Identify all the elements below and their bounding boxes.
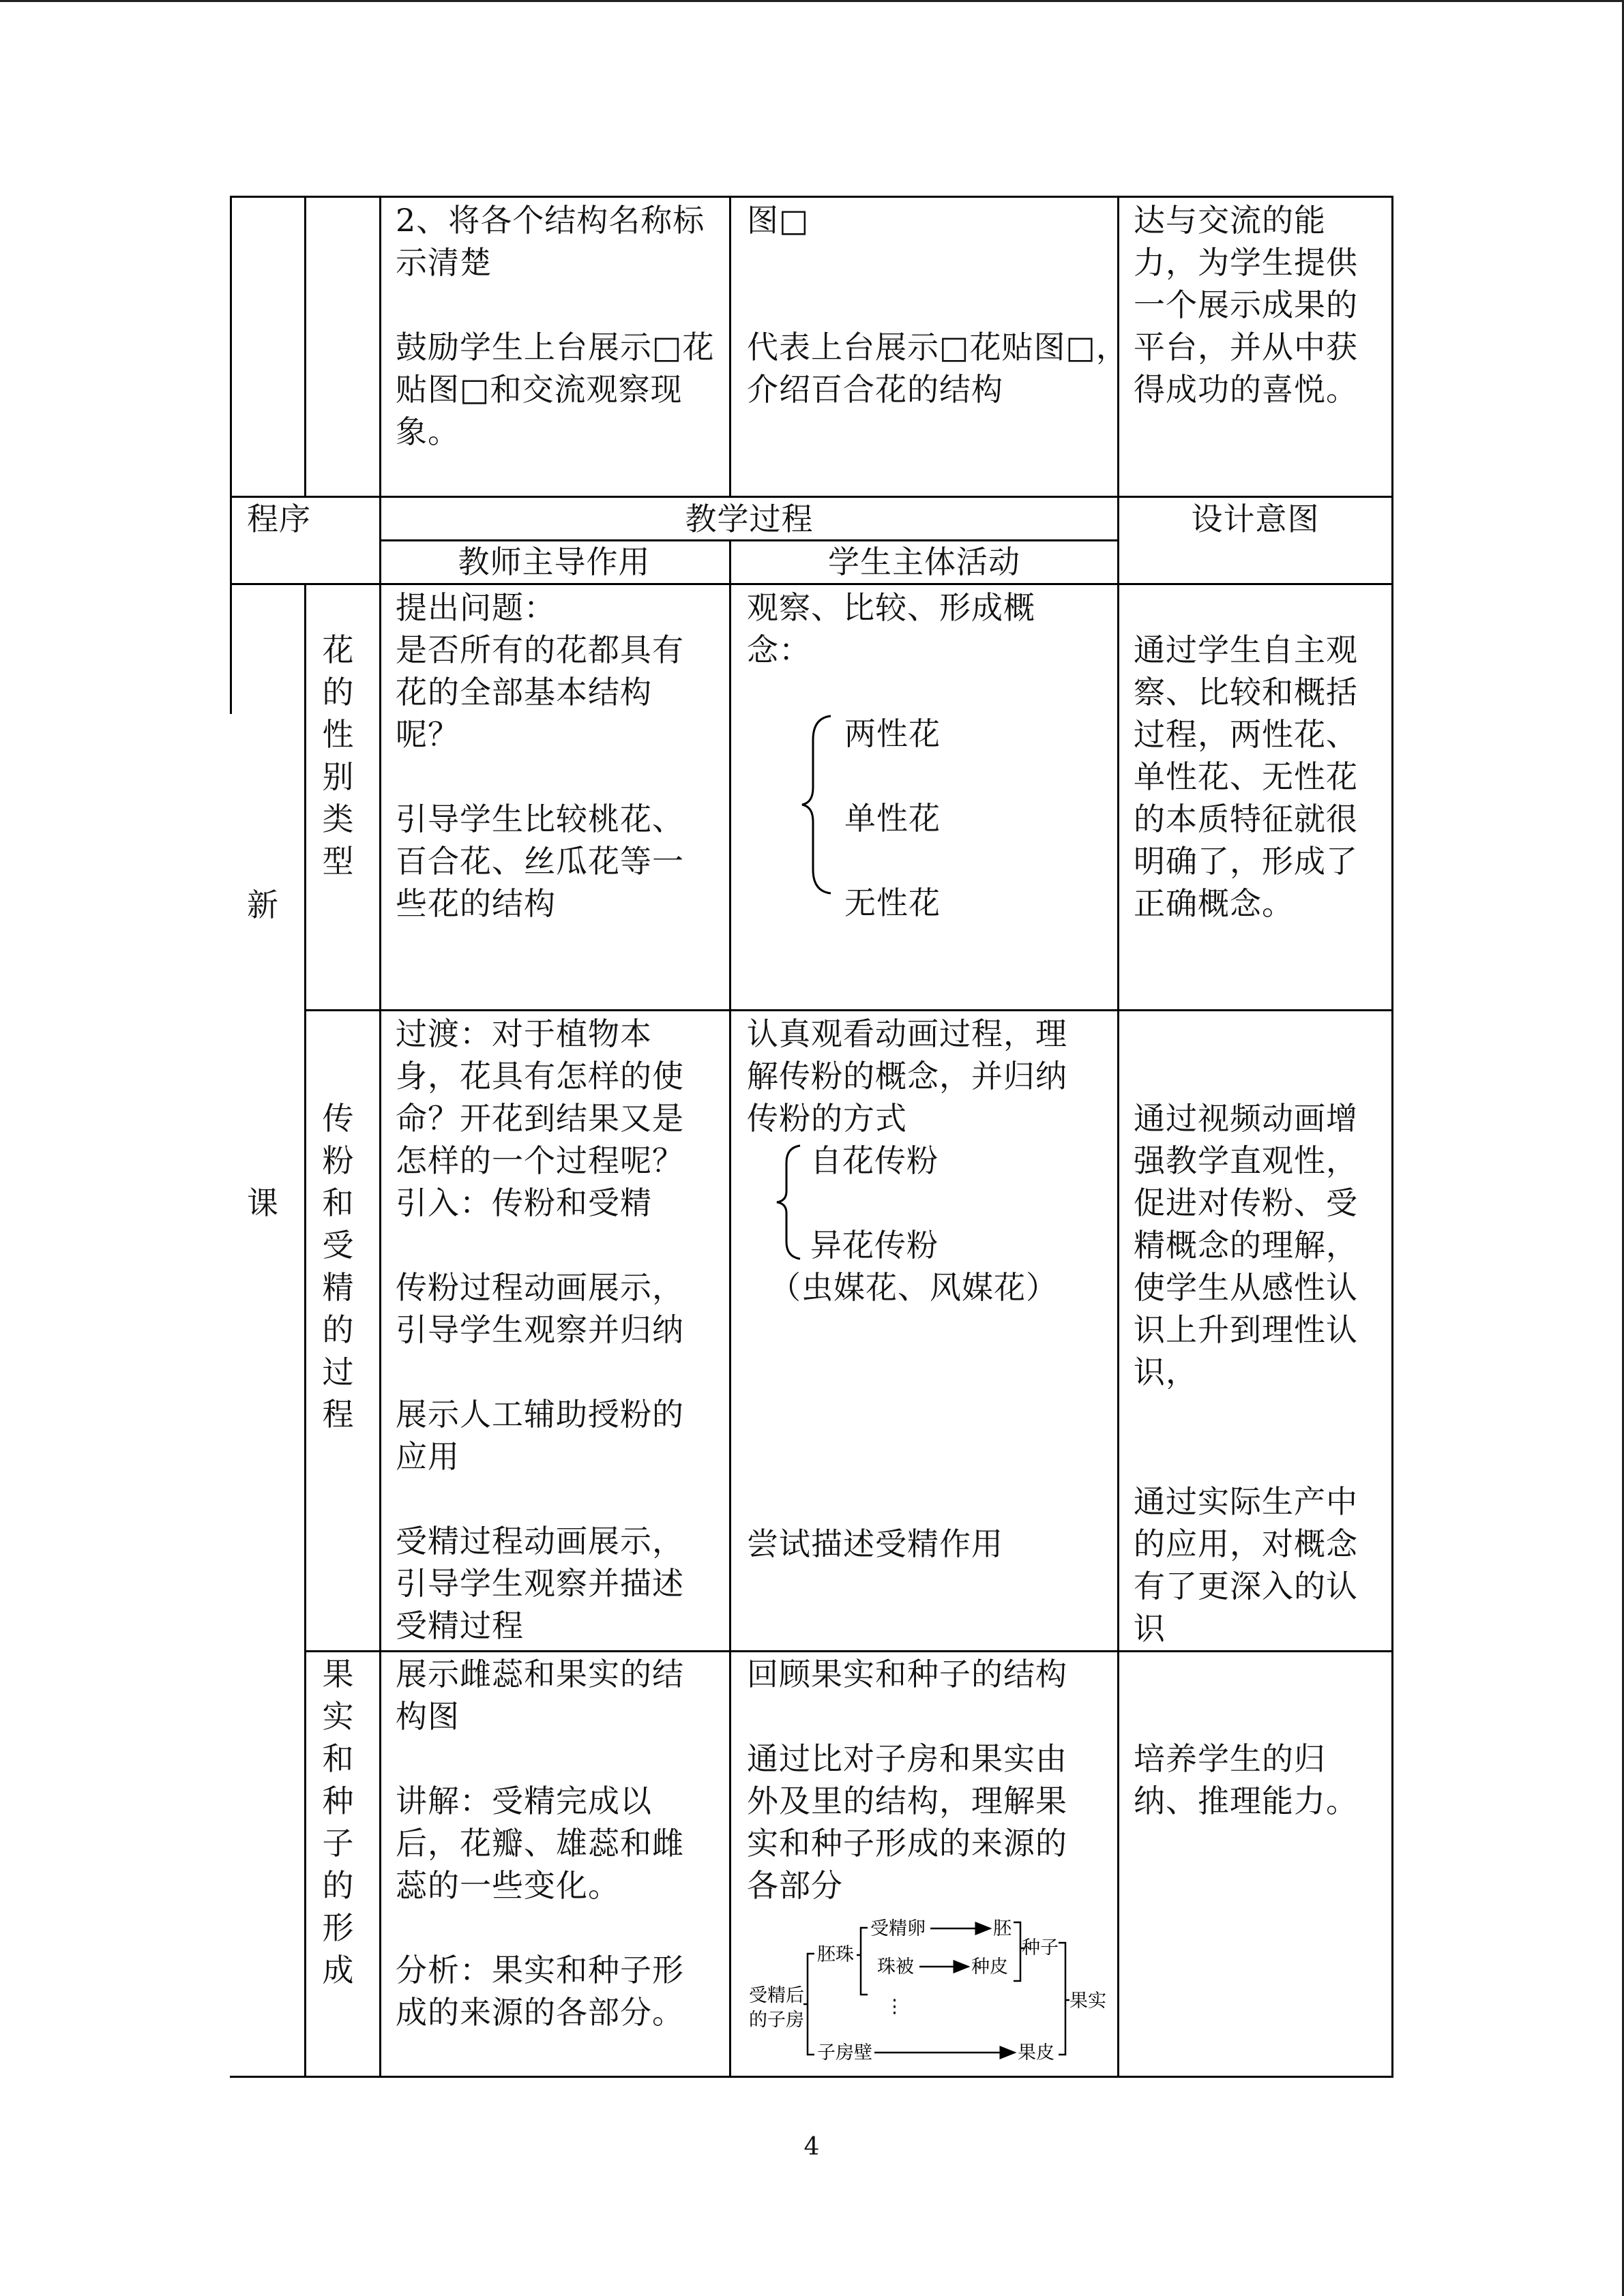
flower-type-unisexual: 单性花	[844, 800, 941, 837]
section1-title: 花的性别类型	[322, 631, 355, 880]
diagram-pericarp: 果皮	[1018, 2042, 1054, 2063]
pollination-cross: 异花传粉	[810, 1227, 939, 1264]
header-teacher-role: 教师主导作用	[458, 543, 651, 580]
pollination-note: （虫媒花、风媒花）	[769, 1269, 1058, 1306]
section2-intent-text-1: 通过视频动画增 强教学直观性， 促进对传粉、受 精概念的理解， 使学生从感性认 识上升到理性认 识，	[1134, 1100, 1358, 1390]
new-lesson-char-2: 课	[247, 1184, 279, 1221]
diagram-fertilized-egg: 受精卵	[870, 1918, 926, 1939]
table-line	[304, 1009, 1393, 1011]
section2-title: 传粉和受精的过程	[322, 1100, 355, 1433]
section2-teacher-text: 过渡：对于植物本 身，花具有怎样的使 命？开花到结果又是 怎样的一个过程呢？ 引入：传粉和受精 传粉过程动画展示， 引导学生观察并归纳 展示人工辅助授粉的 应用 受精过程动画展示， 引导学生观察并描述 受精过程	[396, 1015, 684, 1644]
section3-intent-text: 培养学生的归 纳、推理能力。	[1134, 1740, 1358, 1819]
diagram-brace-ovule	[857, 1928, 868, 1995]
header-student-activity: 学生主体活动	[828, 543, 1020, 580]
table-line	[304, 1650, 1393, 1652]
diagram-brace-fruit	[1059, 1943, 1069, 2055]
section1-teacher-text: 提出问题： 是否所有的花都具有 花的全部基本结构 呢？ 引导学生比较桃花、 百合花、丝瓜花等一 些花的结构	[396, 589, 684, 922]
table-line	[729, 539, 731, 2078]
brace-icon	[773, 1142, 807, 1262]
brace-icon	[798, 713, 839, 897]
diagram-ovary-line1: 受精后	[749, 1985, 804, 2006]
diagram-seed-coat: 种皮	[971, 1956, 1008, 1978]
diagram-dots: ⋮	[885, 1996, 904, 2017]
table-line	[230, 196, 1393, 198]
table-line	[1117, 196, 1119, 2078]
header-teaching-process: 教学过程	[685, 501, 814, 537]
section2-student-intro: 认真观看动画过程，理 解传粉的概念，并归纳 传粉的方式	[747, 1015, 1067, 1137]
top-row-intent-text: 达与交流的能 力，为学生提供 一个展示成果的 平台，并从中获 得成功的喜悦。	[1134, 202, 1358, 408]
top-row-student-text: 图□ 代表上台展示□花贴图□， 介绍百合花的结构	[747, 202, 1128, 408]
page-number: 4	[803, 2133, 820, 2161]
section3-title: 果实和种子的形成	[322, 1656, 355, 1988]
header-design-intent: 设计意图	[1191, 501, 1320, 537]
table-line	[1391, 196, 1393, 2078]
diagram-brace-ovary	[803, 1954, 814, 2055]
section2-intent-text-2: 通过实际生产中 的应用，对概念 有了更深入的认 识	[1134, 1483, 1358, 1647]
diagram-fruit: 果实	[1069, 1991, 1106, 2012]
table-line	[304, 196, 306, 498]
section3-student-text: 回顾果实和种子的结构 通过比对子房和果实由 外及里的结构，理解果 实和种子形成的来源的 各部分	[747, 1656, 1067, 1904]
top-row-teacher-text: 2、将各个结构名称标 示清楚 鼓励学生上台展示□花 贴图□和交流观察现 象。	[396, 202, 715, 450]
flower-type-asexual: 无性花	[844, 884, 941, 921]
table-line	[379, 196, 381, 2078]
student-fertilization-text: 尝试描述受精作用	[747, 1525, 1003, 1562]
new-lesson-char-1: 新	[247, 886, 279, 923]
fruit-formation-diagram	[743, 1913, 1112, 2071]
diagram-ovary-line2: 的子房	[749, 2010, 804, 2031]
diagram-ovule: 胚珠	[817, 1944, 854, 1965]
table-line	[230, 583, 1393, 585]
flower-type-bisexual: 两性花	[844, 715, 941, 752]
section1-student-intro: 观察、比较、形成概 念：	[747, 589, 1035, 668]
table-line	[230, 2076, 1393, 2078]
section1-intent-text: 通过学生自主观 察、比较和概括 过程，两性花、 单性花、无性花 的本质特征就很 明确了，形成了 正确概念。	[1134, 631, 1358, 922]
table-line	[230, 196, 232, 714]
diagram-embryo: 胚	[993, 1918, 1012, 1939]
pollination-self: 自花传粉	[810, 1142, 939, 1179]
section3-teacher-text: 展示雌蕊和果实的结 构图 讲解：受精完成以 后，花瓣、雄蕊和雌 蕊的一些变化。 分析：果实和种子形 成的来源的各部分。	[396, 1656, 684, 2031]
diagram-integument: 珠被	[877, 1956, 914, 1978]
table-line	[304, 583, 306, 2078]
diagram-seed: 种子	[1022, 1937, 1059, 1958]
header-procedure: 程序	[247, 501, 311, 537]
diagram-ovary-wall: 子房壁	[817, 2042, 872, 2063]
table-line	[729, 196, 731, 498]
